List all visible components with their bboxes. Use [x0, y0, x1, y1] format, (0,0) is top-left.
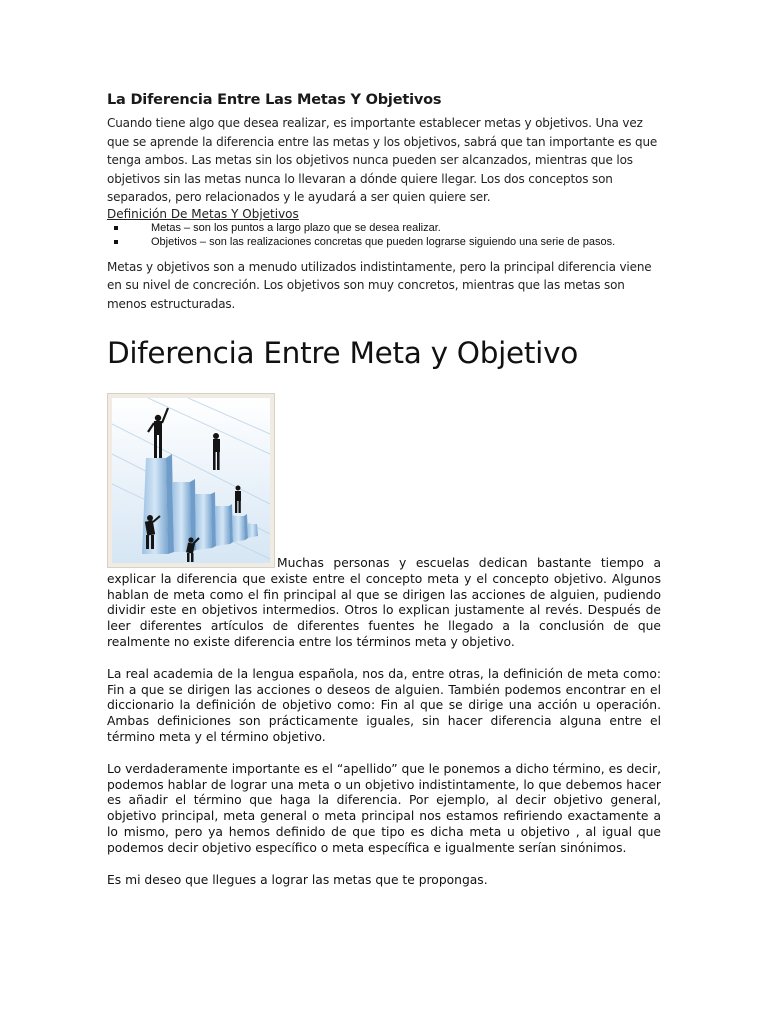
article-body [107, 556, 661, 904]
list-item [107, 221, 659, 236]
climbing-bars-illustration [108, 394, 274, 567]
article-paragraph: Lo verdaderamente importante es el “apellido” que le ponemos a dicho término, es decir, podemos hablar de lograr una meta o un objetivo indistintamente, lo que debemos hacer es añadir el término que haga la diferencia. Por ejemplo, al decir objetivo general, objetivo principal, meta general o meta principal nos estamos refiriendo exactamente a lo mismo, pero ya hemos definido de que tipo es dicha meta u objetivo , al igual que podemos decir objetivo específico o meta específica e igualmente serían sinónimos. [107, 761, 661, 855]
bullet-icon [114, 240, 118, 244]
list-item [107, 235, 659, 250]
closing-paragraph: Metas y objetivos son a menudo utilizados indistintamente, pero la principal diferencia viene en su nivel de concreción. Los objetivos son muy concretos, mientras que las metas son menos estructuradas. [107, 259, 652, 311]
article-paragraph: La real academia de la lengua española, nos da, entre otras, la definición de meta como: Fin a que se dirigen las acciones o deseos de alguien. También podemos encontrar en el diccionario la definición de objetivo como: Fin al que se dirige una acción u operación. Ambas definiciones son prácticamente iguales, sin hacer diferencia alguna entre el término meta y el término objetivo. [107, 666, 661, 744]
definition-list [107, 221, 659, 250]
bullet-icon [114, 226, 118, 230]
section-metas-objetivos [107, 92, 659, 313]
intro-paragraph: Cuando tiene algo que desea realizar, es importante establecer metas y objetivos. Una vez que se aprende la diferencia entre las metas y los objetivos, sabrá que tan importante es que tenga ambos. Las metas sin los objetivos nunca pueden ser alcanzados, mientras que los objetivos sin las metas nunca lo llevaran a dónde quiere llegar. Los dos conceptos son separados, pero relacionados y le ayudará a ser quien quiere ser. [107, 116, 658, 205]
section-title: La Diferencia Entre Las Metas Y Objetivos [107, 92, 442, 108]
page-title: Diferencia Entre Meta y Objetivo [107, 336, 578, 370]
article-paragraph: Es mi deseo que llegues a lograr las metas que te propongas. [107, 872, 488, 887]
list-item-text: Metas – son los puntos a largo plazo que se desea realizar. [151, 221, 441, 234]
list-item-text: Objetivos – son las realizaciones concretas que pueden lograrse siguiendo una serie de pasos. [151, 236, 616, 249]
business-climbing-illustration [107, 393, 275, 568]
article-paragraph: Muchas personas y escuelas dedican bastante tiempo a explicar la diferencia que existe entre el concepto meta y el concepto objetivo. Algunos hablan de meta como el fin principal al que se dirigen las acciones de alguien, pudiendo dividir este en objetivos intermedios. Otros lo explican justamente al revés. Después de leer diferentes artículos de diferentes fuentes he llegado a la conclusión de que realmente no existe diferencia entre los términos meta y objetivo. [107, 556, 661, 649]
definition-heading: Definición De Metas Y Objetivos [107, 206, 299, 221]
